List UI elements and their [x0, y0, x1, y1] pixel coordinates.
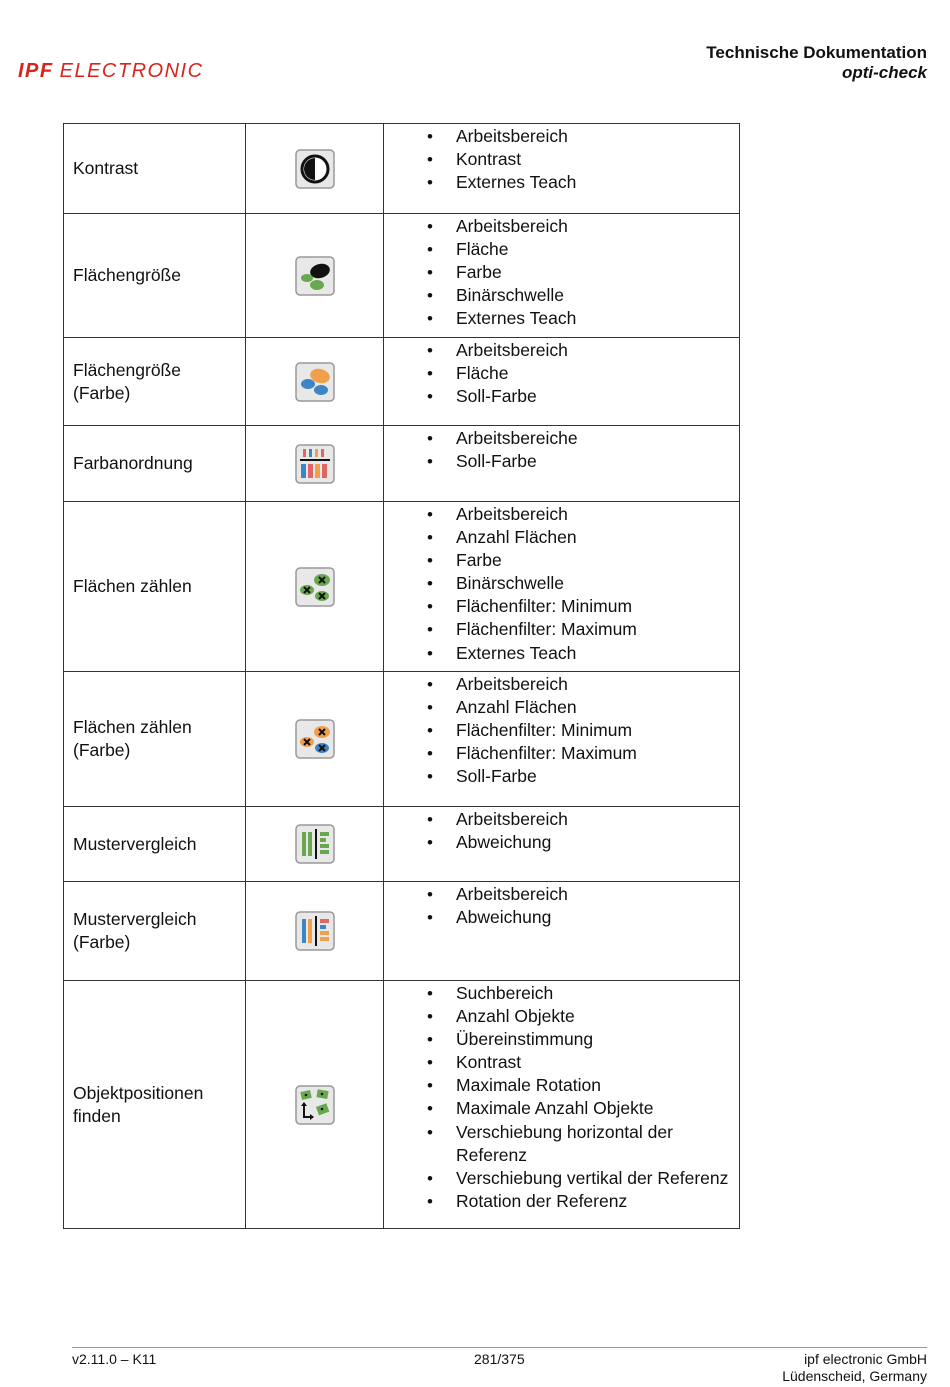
list-item: • Kontrast	[384, 1051, 733, 1074]
function-name: Kontrast	[73, 158, 139, 178]
function-name: Flächengröße	[73, 265, 181, 285]
list-item: • Arbeitsbereich	[384, 673, 733, 696]
function-name-cell	[64, 338, 246, 426]
list-item: • Arbeitsbereich	[384, 339, 733, 362]
list-item: • Binärschwelle	[384, 572, 733, 595]
area-count-icon	[295, 567, 335, 607]
pattern-match-color-icon	[295, 911, 335, 951]
footer-company-location: Lüdenscheid, Germany	[782, 1368, 927, 1384]
parameter-list-cell	[384, 426, 740, 502]
list-item: • Fläche	[384, 362, 733, 385]
list-item: • Kontrast	[384, 148, 733, 171]
function-name-suffix: (Farbe)	[73, 382, 131, 403]
table-row	[64, 338, 740, 426]
list-item: • Externes Teach	[384, 171, 733, 194]
icon-cell	[246, 672, 384, 807]
area-size-icon	[295, 256, 335, 296]
list-item: • Maximale Rotation	[384, 1074, 733, 1097]
table-row	[64, 124, 740, 214]
parameter-list	[384, 214, 739, 332]
list-item: • Maximale Anzahl Objekte	[384, 1097, 733, 1120]
table-row	[64, 807, 740, 882]
footer-divider	[72, 1347, 927, 1348]
list-item: • Abweichung	[384, 906, 733, 929]
list-item: • Binärschwelle	[384, 284, 733, 307]
color-arrangement-icon	[295, 444, 335, 484]
function-name: Mustervergleich	[73, 909, 197, 929]
icon-cell	[246, 882, 384, 981]
list-item: • Farbe	[384, 549, 733, 572]
footer-company	[782, 1351, 927, 1385]
parameter-list	[384, 124, 739, 196]
parameter-list	[384, 338, 739, 410]
function-name: Mustervergleich	[73, 833, 197, 854]
list-item: • Externes Teach	[384, 307, 733, 330]
list-item: • Übereinstimmung	[384, 1028, 733, 1051]
function-name-cell	[64, 807, 246, 882]
list-item: • Anzahl Objekte	[384, 1005, 733, 1028]
function-name: Flächen zählen	[73, 576, 192, 596]
function-name-cell	[64, 502, 246, 672]
list-item: • Anzahl Flächen	[384, 526, 733, 549]
list-item: • Farbe	[384, 261, 733, 284]
footer-page-number: 281/375	[474, 1351, 525, 1367]
logo-text: ELECTRONIC	[59, 60, 204, 82]
list-item: • Soll-Farbe	[384, 450, 733, 473]
parameter-list	[384, 882, 739, 931]
list-item: • Rotation der Referenz	[384, 1190, 733, 1213]
footer-company-name: ipf electronic GmbH	[804, 1351, 927, 1367]
list-item: • Arbeitsbereich	[384, 215, 733, 238]
function-name-suffix: (Farbe)	[73, 740, 131, 760]
function-name-cell	[64, 672, 246, 807]
parameter-list-cell	[384, 882, 740, 981]
list-item: • Abweichung	[384, 831, 733, 854]
table-row	[64, 981, 740, 1229]
icon-cell	[246, 338, 384, 426]
function-name-cell	[64, 426, 246, 502]
icon-cell	[246, 426, 384, 502]
icon-cell	[246, 214, 384, 338]
list-item: • Arbeitsbereich	[384, 503, 733, 526]
list-item: • Fläche	[384, 238, 733, 261]
function-name-cell	[64, 981, 246, 1229]
document-header	[706, 43, 927, 83]
list-item: • Arbeitsbereich	[384, 808, 733, 831]
list-item: • Flächenfilter: Minimum	[384, 595, 733, 618]
function-name-cell	[64, 882, 246, 981]
function-name-cell	[64, 214, 246, 338]
parameter-list-cell	[384, 338, 740, 426]
contrast-icon	[295, 149, 335, 189]
function-name-cell	[64, 124, 246, 214]
list-item: • Verschiebung vertikal der Referenz	[384, 1167, 733, 1190]
function-name: Objektpositionen	[73, 1082, 204, 1103]
parameter-list-cell	[384, 807, 740, 882]
list-item: • Flächenfilter: Maximum	[384, 618, 733, 641]
parameter-list	[384, 502, 739, 667]
parameter-list	[384, 807, 739, 856]
parameter-list-cell	[384, 672, 740, 807]
object-position-icon	[295, 1085, 335, 1125]
list-item: • Soll-Farbe	[384, 765, 733, 788]
table-row	[64, 672, 740, 807]
function-name: Flächengröße	[73, 359, 181, 380]
company-logo	[18, 60, 204, 83]
list-item: • Flächenfilter: Minimum	[384, 719, 733, 742]
area-size-color-icon	[295, 362, 335, 402]
parameter-list-cell	[384, 502, 740, 672]
footer-version: v2.11.0 – K11	[72, 1351, 157, 1367]
icon-cell	[246, 124, 384, 214]
function-name-suffix: (Farbe)	[73, 932, 131, 952]
parameter-list	[384, 426, 739, 475]
icon-cell	[246, 807, 384, 882]
document-subtitle: opti-check	[841, 63, 927, 82]
parameter-list-cell	[384, 214, 740, 338]
pattern-match-icon	[295, 824, 335, 864]
document-title: Technische Dokumentation	[706, 43, 927, 62]
table-row	[64, 214, 740, 338]
list-item: • Suchbereich	[384, 982, 733, 1005]
function-name: Flächen zählen	[73, 717, 192, 737]
list-item: • Anzahl Flächen	[384, 696, 733, 719]
parameter-list-cell	[384, 981, 740, 1229]
list-item: • Flächenfilter: Maximum	[384, 742, 733, 765]
icon-cell	[246, 981, 384, 1229]
parameter-list-cell	[384, 124, 740, 214]
list-item: • Verschiebung horizontal der Referenz	[384, 1121, 733, 1167]
table-row	[64, 882, 740, 981]
list-item: • Arbeitsbereich	[384, 883, 733, 906]
function-table	[63, 123, 740, 1229]
list-item: • Arbeitsbereiche	[384, 427, 733, 450]
list-item: • Arbeitsbereich	[384, 125, 733, 148]
list-item: • Externes Teach	[384, 642, 733, 665]
function-name: Farbanordnung	[73, 453, 193, 473]
parameter-list	[384, 672, 739, 790]
table-row	[64, 502, 740, 672]
table-row	[64, 426, 740, 502]
icon-cell	[246, 502, 384, 672]
area-count-color-icon	[295, 719, 335, 759]
logo-brand: IPF	[18, 60, 54, 82]
function-name-suffix: finden	[73, 1105, 121, 1126]
list-item: • Soll-Farbe	[384, 385, 733, 408]
parameter-list	[384, 981, 739, 1215]
